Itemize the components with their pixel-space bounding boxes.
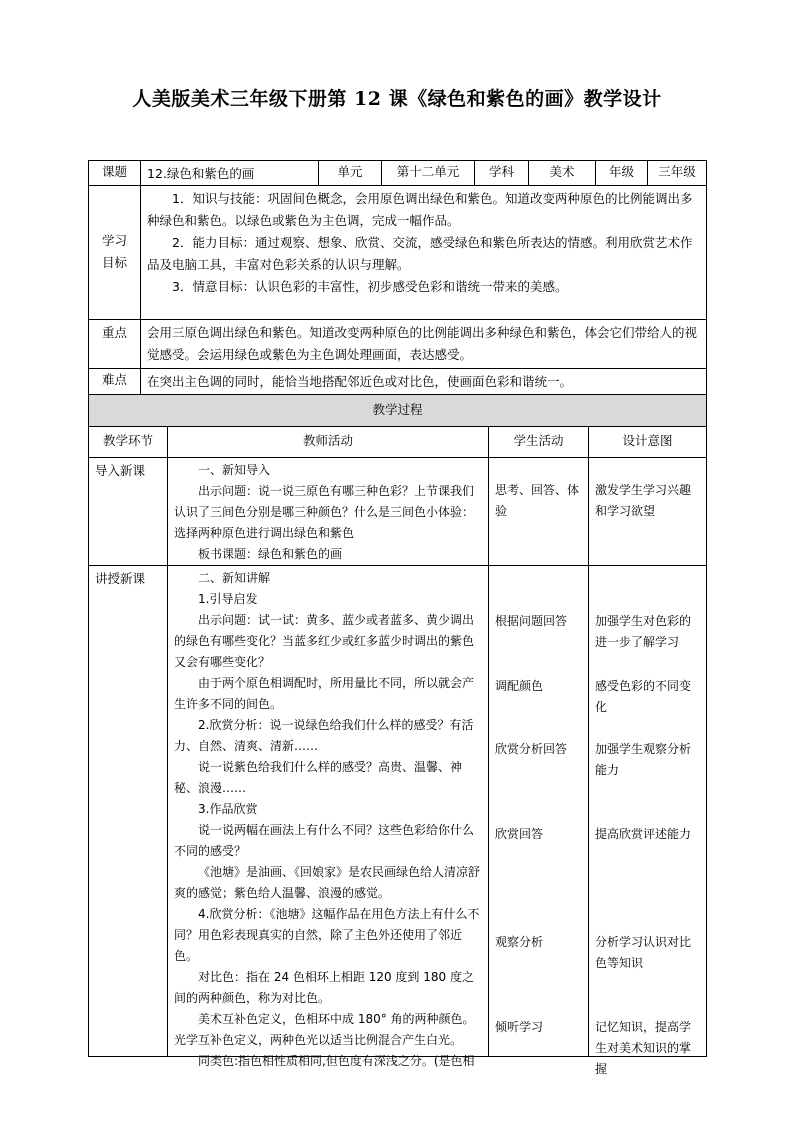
intro-stage: 导入新课: [95, 463, 146, 478]
lecture-p2: 由于两个原色相调配时，所用量比不同，所以就会产生许多不同的间色。: [174, 676, 475, 711]
subject-value-cell: [528, 160, 596, 186]
intro-student-cell: [488, 457, 589, 566]
difficulties-text: 在突出主色调的同时，能恰当地搭配邻近色或对比色，使画面色彩和谐统一。: [147, 374, 573, 389]
objectives-label-line1: 学习: [101, 233, 127, 248]
lecture-sub3: 3.作品欣赏: [198, 802, 258, 816]
lecture-intent-item: 加强学生观察分析能力: [595, 742, 692, 777]
intro-question: 出示问题：说一说三原色有哪三种色彩？上节课我们认识了三间色分别是哪三种颜色？什么是三间色小体验：选择两种原色进行调出绿色和紫色: [174, 484, 475, 540]
header-student-cell: [488, 426, 589, 458]
header-teacher-cell: [167, 426, 489, 458]
subject-value: 美术: [549, 164, 575, 179]
lecture-teacher-cell: [167, 565, 489, 1068]
grade-label: 年级: [608, 164, 634, 179]
key-points-label: 重点: [101, 325, 127, 340]
unit-value: 第十二单元: [396, 164, 460, 179]
key-points-label-cell: [88, 319, 141, 369]
lecture-p10: 同类色:指色相性质相同,但色度有深浅之分。(是色相: [198, 1054, 475, 1068]
key-points-content-cell: [140, 319, 707, 369]
lecture-p6: 《池塘》是油画、《回娘家》是农民画绿色给人清凉舒爽的感觉；紫色给人温馨、浪漫的感觉。: [174, 865, 481, 900]
key-points-text: 会用三原色调出绿色和紫色。知道改变两种原色的比例能调出多种绿色和紫色，体会它们带给人的视觉感受。会运用绿色或紫色为主色调处理画面，表达感受。: [147, 325, 698, 362]
header-stage-cell: [88, 426, 168, 458]
lecture-intent-item: 记忆知识，提高学生对美术知识的掌握: [595, 1020, 692, 1076]
grade-label-cell: [595, 160, 648, 186]
lecture-student-item: 欣赏回答: [495, 827, 544, 841]
lecture-intent-item: 加强学生对色彩的进一步了解学习: [595, 614, 692, 649]
intro-heading: 一、新知导入: [198, 463, 271, 477]
lecture-p1: 出示问题：试一试：黄多、蓝少或者蓝多、黄少调出的绿色有哪些变化？当蓝多红少或红多蓝少时调出的紫色又会有哪些变化？: [174, 613, 475, 669]
objective-item: 2．能力目标：通过观察、想象、欣赏、交流，感受绿色和紫色所表达的情感。利用欣赏艺术作品及电脑工具，丰富对色彩关系的认识与理解。: [147, 235, 693, 272]
lecture-intent-item: 提高欣赏评述能力: [595, 827, 692, 841]
difficulties-label: 难点: [101, 372, 127, 387]
intro-intent: 激发学生学习兴趣和学习欲望: [595, 483, 692, 518]
lecture-sub1: 1.引导启发: [198, 592, 258, 606]
lecture-p9: 美术互补色定义，色相环中成 180° 角的两种颜色。光学互补色定义，两种色光以适当比例混合产生白光。: [174, 1012, 475, 1047]
header-student: 学生活动: [513, 433, 564, 448]
lecture-intent-cell: [588, 565, 707, 1076]
lecture-student-item: 调配颜色: [495, 679, 544, 693]
unit-label-cell: [318, 160, 382, 186]
process-title: 教学过程: [372, 402, 423, 417]
lecture-student-cell: [488, 565, 589, 1057]
topic-value: 12.绿色和紫色的画: [147, 166, 255, 181]
process-title-cell: [88, 394, 707, 427]
header-stage: 教学环节: [102, 433, 153, 448]
intro-board-title: 板书课题：绿色和紫色的画: [198, 547, 343, 561]
lecture-stage: 讲授新课: [95, 571, 146, 586]
subject-label-cell: [474, 160, 529, 186]
objective-item: 1．知识与技能：巩固间色概念，会用原色调出绿色和紫色。知道改变两种原色的比例能调出多种绿色和紫色。以绿色或紫色为主色调，完成一幅作品。: [147, 191, 693, 228]
lecture-intent-item: 感受色彩的不同变化: [595, 679, 692, 714]
lecture-p5: 说一说两幅在画法上有什么不同？这些色彩给你什么不同的感受？: [174, 823, 475, 858]
topic-value-cell: [140, 160, 319, 186]
difficulties-content-cell: [140, 368, 707, 395]
lecture-p3: 2.欣赏分析：说一说绿色给我们什么样的感受？有活力、自然、清爽、清新……: [174, 718, 474, 753]
difficulties-label-cell: [88, 368, 141, 395]
lecture-p7: 4.欣赏分析：《池塘》这幅作品在用色方法上有什么不同？用色彩表现真实的自然，除了主色外还使用了邻近色。: [174, 907, 480, 963]
intro-student: 思考、回答、体验: [495, 483, 580, 518]
header-intent: 设计意图: [622, 433, 673, 448]
lecture-student-item: 观察分析: [495, 935, 544, 949]
lecture-student-item: 倾听学习: [495, 1020, 544, 1034]
objectives-label-line2: 目标: [101, 255, 127, 270]
intro-stage-cell: [88, 457, 168, 566]
lecture-student-item: 根据问题回答: [495, 614, 568, 628]
grade-value: 三年级: [658, 164, 696, 179]
lecture-heading: 二、新知讲解: [198, 571, 271, 585]
topic-label: 课题: [101, 164, 127, 179]
lecture-p8: 对比色：指在 24 色相环上相距 120 度到 180 度之间的两种颜色，称为对比色。: [174, 970, 474, 1005]
grade-value-cell: [647, 160, 707, 186]
topic-label-cell: [88, 160, 141, 186]
header-intent-cell: [588, 426, 707, 458]
lecture-student-item: 欣赏分析回答: [495, 742, 568, 756]
intro-teacher-cell: [167, 457, 489, 566]
document-title: 人美版美术三年级下册第 12 课《绿色和紫色的画》教学设计: [132, 88, 662, 110]
lecture-intent-item: 分析学习认识对比色等知识: [595, 935, 692, 970]
unit-label: 单元: [337, 164, 363, 179]
header-teacher: 教师活动: [302, 433, 353, 448]
unit-value-cell: [381, 160, 475, 186]
objectives-content-cell: [140, 185, 707, 320]
intro-intent-cell: [588, 457, 707, 566]
lecture-p4: 说一说紫色给我们什么样的感受？高贵、温馨、神秘、浪漫……: [174, 760, 463, 795]
lecture-stage-cell: [88, 565, 168, 1057]
subject-label: 学科: [488, 164, 514, 179]
objective-item: 3．情意目标：认识色彩的丰富性，初步感受色彩和谐统一带来的美感。: [172, 279, 568, 294]
objectives-label-cell: [88, 185, 141, 320]
